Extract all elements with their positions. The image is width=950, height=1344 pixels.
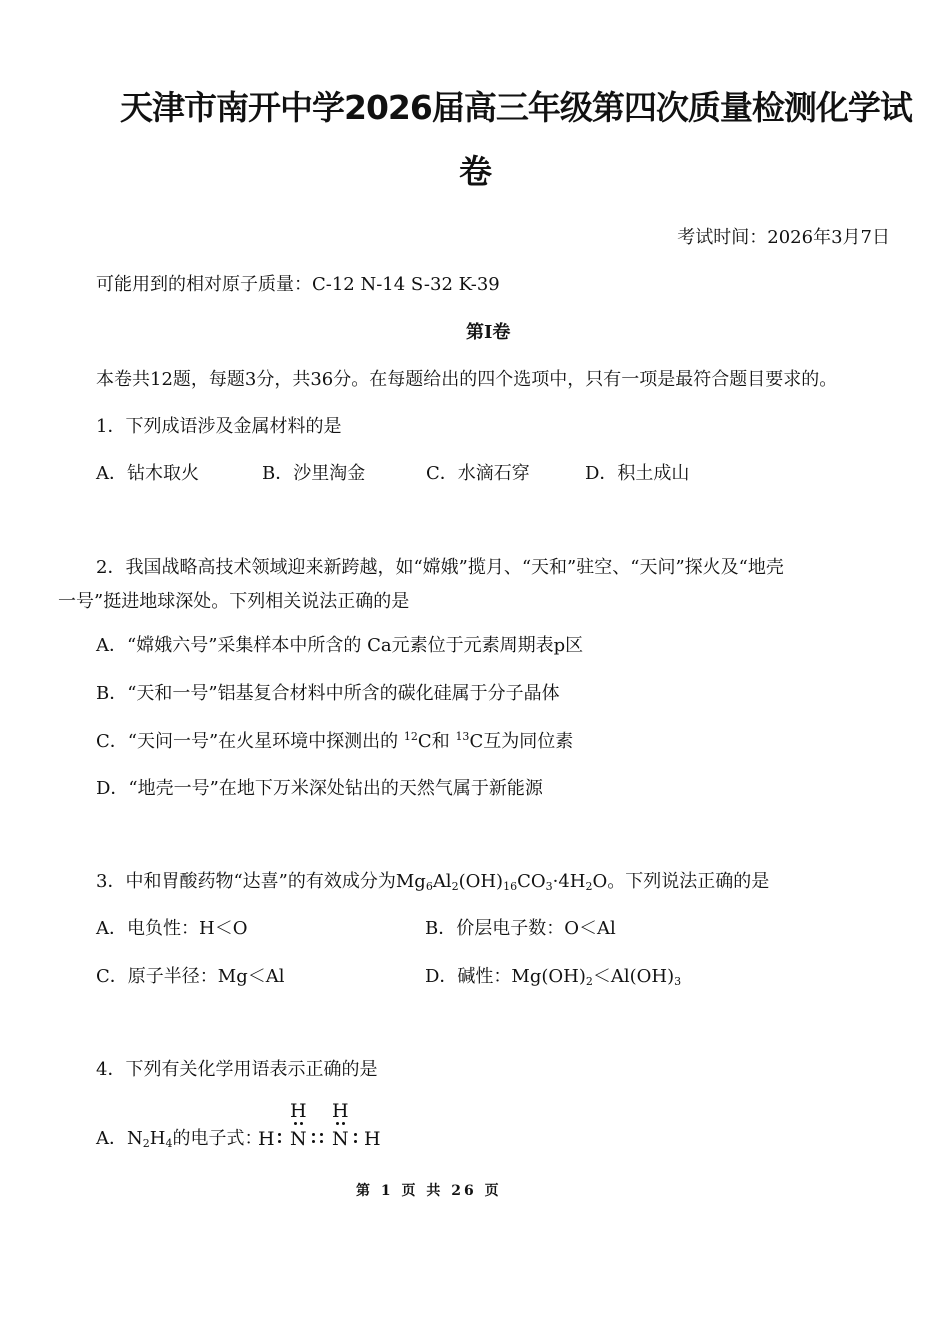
q2-stem-line2: 一号”挺进地球深处。下列相关说法正确的是 [58,591,410,612]
lewis-h-left: H [258,1128,275,1150]
q1-option-a: A．钻木取火 [96,463,199,484]
q3-option-c: C．原子半径：Mg＜Al [96,966,285,987]
q1-option-d: D．积土成山 [585,463,690,484]
q3-option-d: D．碱性：$Mg(OH)_2<Al(OH)_3$ [425,966,682,988]
atomic-masses: 可能用到的相对原子质量：C-12 N-14 S-32 K-39 [96,274,500,295]
lewis-h-top-right: H [332,1100,349,1122]
q4-option-a-label: A．$N_2H_4$的电子式： [96,1128,263,1150]
n2h4-lewis-structure [258,1096,388,1152]
page-title-line2: 卷 [459,152,491,191]
q2-option-d: D．“地壳一号”在地下万米深处钻出的天然气属于新能源 [96,778,543,799]
bond-pair-dots [320,1132,324,1146]
page-footer: 第 1 页 共 26 页 [356,1183,502,1199]
q1-stem: 1．下列成语涉及金属材料的是 [96,416,342,437]
q2-option-a: A．“嫦娥六号”采集样本中所含的 Ca元素位于元素周期表p区 [96,635,584,656]
lewis-h-top-left: H [290,1100,307,1122]
q3-option-a: A．电负性：H＜O [96,918,248,939]
q3-formula: $Mg_6Al_2(OH)_{16}CO_3\cdot 4H_2O$ [395,871,608,893]
bond-pair-dots [312,1132,316,1146]
q1-option-b: B．沙里淘金 [262,463,366,484]
q2-option-c: C．“天问一号”在火星环境中探测出的 $^{12}$C和 $^{13}$C互为同位素 [96,730,574,752]
lewis-n-left: N [290,1128,307,1150]
bond-pair-dots [354,1132,358,1146]
page-title-line1: 天津市南开中学2026届高三年级第四次质量检测化学试 [120,88,912,127]
lewis-h-right: H [364,1128,381,1150]
q1-option-c: C．水滴石穿 [426,463,530,484]
lone-pair-dots [334,1122,348,1126]
q3-stem: 3．中和胃酸药物“达喜”的有效成分为$Mg_6Al_2(OH)_{16}CO_3\cdot 4H_2O$。下列说法正确的是 [96,871,770,893]
lewis-n-right: N [332,1128,349,1150]
q2-stem-line1: 2．我国战略高技术领域迎来新跨越，如“嫦娥”揽月、“天和”驻空、“天问”探火及“地壳 [96,557,784,578]
q2-option-b: B．“天和一号”铝基复合材料中所含的碳化硅属于分子晶体 [96,683,560,704]
exam-time: 考试时间：2026年3月7日 [677,227,890,248]
q3-option-b: B．价层电子数：O＜Al [425,918,616,939]
section-title: 第Ⅰ卷 [466,322,511,343]
section-instructions: 本卷共12题，每题3分，共36分。在每题给出的四个选项中，只有一项是最符合题目要求的。 [96,369,838,390]
bond-pair-dots [278,1132,282,1146]
lone-pair-dots [292,1122,306,1126]
q4-stem: 4．下列有关化学用语表示正确的是 [96,1059,378,1080]
